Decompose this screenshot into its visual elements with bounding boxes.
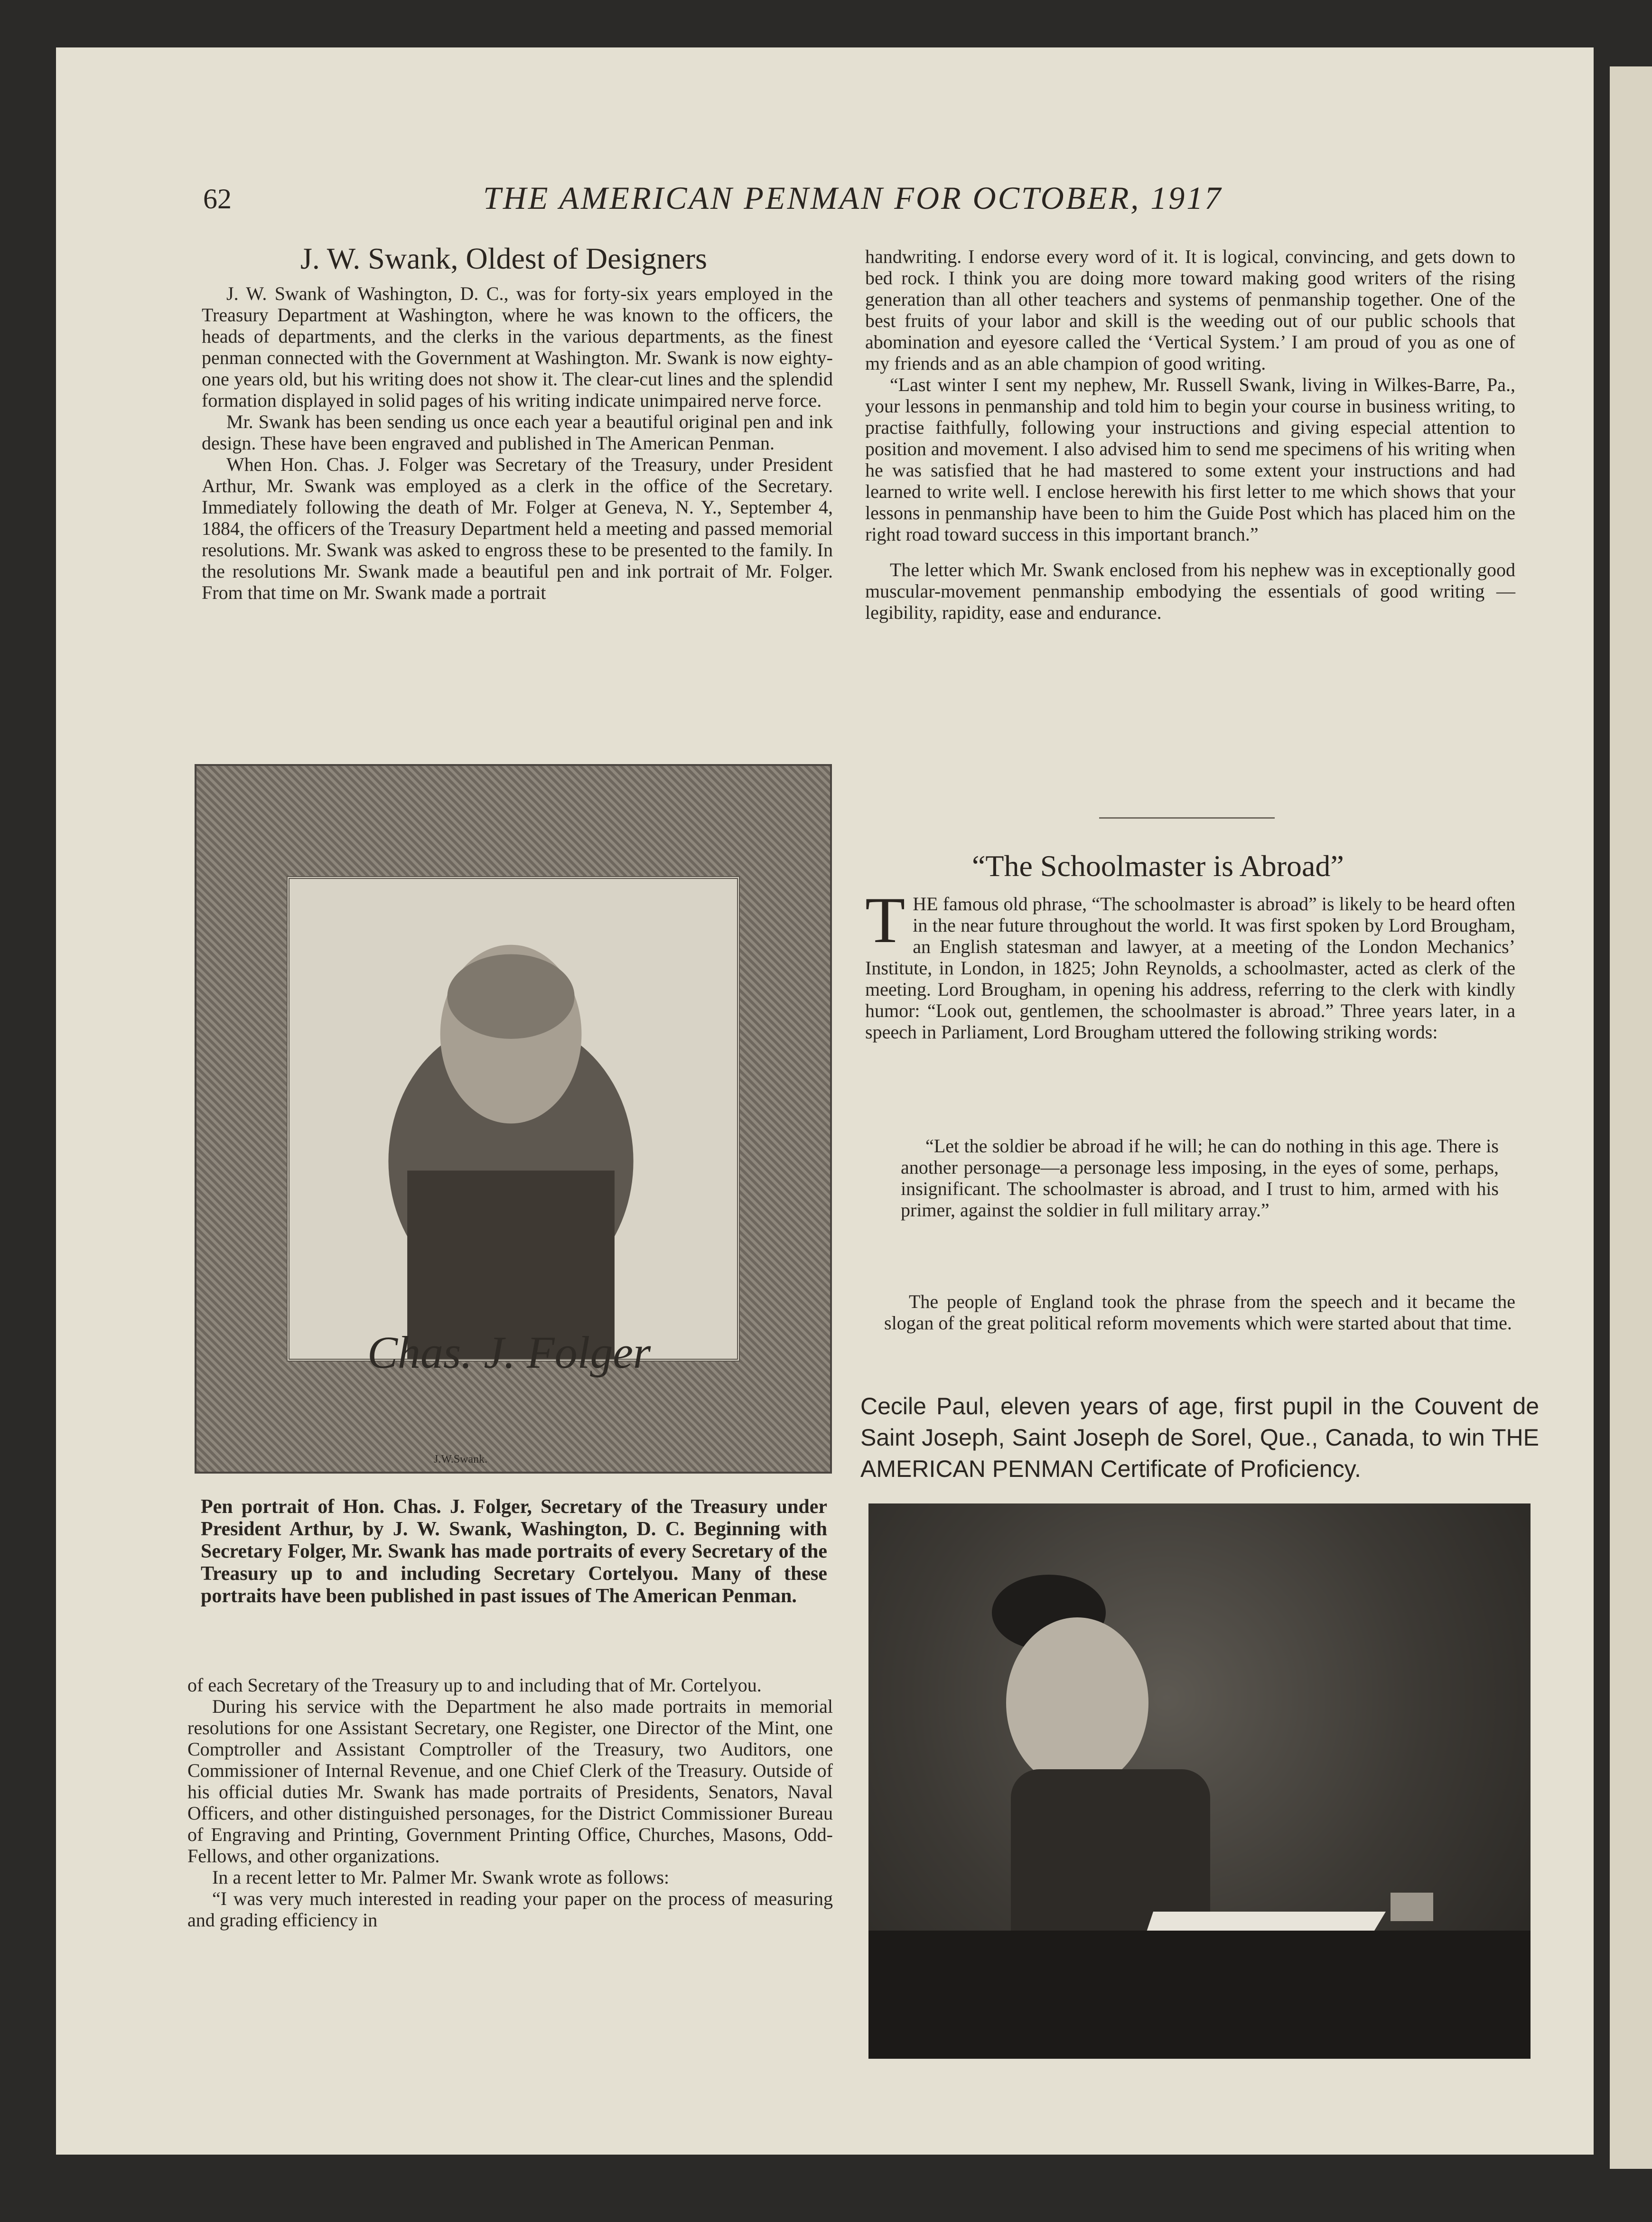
section-divider [1099, 817, 1275, 819]
quote-text: “Let the soldier be abroad if he will; he can do nothing in this age. There is another personage—a personage less imposing, in the eyes of some, perhaps, insignificant. The schoolmaster is abroad, and I trust to him, armed with his primer, against the soldier in full military array.” [901, 1135, 1499, 1221]
paragraph: J. W. Swank of Washington, D. C., was for forty-six years employed in the Treasury Department at Washington, where he was known to the officers, the heads of departments, and the clerks in the various departments, as the finest penman connected with the Government at Washington. Mr. Swank is now eighty-one years old, but his writing does not show it. The clear-cut lines and the splendid formation displayed in solid pages of his writing indicate unimpaired nerve force. [202, 283, 833, 411]
photo-illustration [868, 1503, 1531, 2059]
paragraph: In a recent letter to Mr. Palmer Mr. Swank wrote as follows: [212, 1867, 670, 1888]
magazine-page [56, 47, 1594, 2155]
paragraph: “I was very much interested in reading your paper on the process of measuring and grading efficiency in [187, 1888, 833, 1931]
page-number: 62 [203, 183, 232, 215]
intro-text: HE famous old phrase, “The schoolmaster is abroad” is likely to be heard often in the near future throughout the world. It was first spoken by Lord Brougham, an English statesman and lawyer, at a meeting of the London Mechanics’ Institute, in London, in 1825; John Reynolds, a schoolmaster, acted as clerk of the meeting. Lord Brougham, in opening his address, referring to the clerk with kindly humor: “Look out, gentlemen, the schoolmaster is abroad.” Three years later, in a speech in Parliament, Lord Brougham uttered the following striking words: [865, 893, 1515, 1043]
schoolmaster-closing [884, 1291, 1515, 1334]
paragraph: When Hon. Chas. J. Folger was Secretary of the Treasury, under President Arthur, Mr. Swank was employed as a clerk in the office of the Secretary. Immediately following the death of Mr. Folger at Geneva, N. Y., September 4, 1884, the officers of the Treasury Department held a meeting and passed memorial resolutions. Mr. Swank was asked to engross these to be presented to the family. In the resolutions Mr. Swank made a beautiful pen and ink portrait of Mr. Folger. From that time on Mr. Swank made a portrait [202, 454, 833, 603]
running-header: THE AMERICAN PENMAN FOR OCTOBER, 1917 [483, 180, 1223, 216]
paragraph: handwriting. I endorse every word of it. It is logical, convincing, and gets down to bed rock. I think you are doing more toward making good writers of the rising generation than all other teachers and systems of penmanship together. One of the best fruits of your labor and skill is the weeding out of our public schools that abomination and eyesore called the ‘Vertical System.’ I am proud of you as one of my friends and as an able champion of good writing. [865, 246, 1515, 374]
schoolmaster-intro [865, 884, 1515, 1043]
folger-portrait-frame [195, 764, 832, 1474]
cecile-paul-caption: Cecile Paul, eleven years of age, first pupil in the Couvent de Saint Joseph, Saint Joseph de Sorel, Que., Canada, to win THE AMERICAN PENMAN Certificate of Proficiency. [860, 1393, 1539, 1482]
right-column-top [865, 246, 1515, 623]
adjacent-page-edge [1610, 66, 1652, 2169]
folger-portrait-image [287, 876, 740, 1362]
drop-cap: T [865, 884, 905, 956]
intro-paragraph [865, 884, 1515, 1043]
cecile-paul-photo [868, 1503, 1531, 2059]
paragraph: “Last winter I sent my nephew, Mr. Russell Swank, living in Wilkes-Barre, Pa., your lessons in penmanship and told him to begin your course in business writing, to practise faithfully, following your instructions and giving especial attention to position and movement. I also advised him to send me specimens of his writing when he was satisfied that he had mastered to some extent your instructions and had learned to write well. I enclose herewith his first letter to me which shows that your lessons in penmanship have been to him the Guide Post which has placed him on the right road toward success in this important branch.” [865, 374, 1515, 545]
left-column-top [202, 283, 833, 603]
paragraph: During his service with the Department he also made portraits in memorial resolutions for one Assistant Secretary, one Register, one Director of the Mint, one Comptroller and Assistant Comptroller of the Treasury, two Auditors, one Commissioner of Internal Revenue, and one Chief Clerk of the Treasury. Outside of his official duties Mr. Swank has made portraits of Presidents, Senators, Naval Officers, and other distinguished personages, for the District Commissioner Bureau of Engraving and Printing, Government Printing Office, Churches, Masons, Odd-Fellows, and other organizations. [187, 1696, 833, 1867]
portrait-signature: Chas. J. Folger [367, 1327, 651, 1378]
portrait-credit: J.W.Swank. [434, 1453, 488, 1466]
article-title-swank: J. W. Swank, Oldest of Designers [300, 242, 707, 275]
paragraph: of each Secretary of the Treasury up to and including that of Mr. Cortelyou. [187, 1674, 762, 1696]
article-title-schoolmaster: “The Schoolmaster is Abroad” [972, 849, 1344, 883]
left-column-bottom [187, 1674, 833, 1931]
paragraph: The people of England took the phrase from the speech and it became the slogan of the great political reform movements which were started about that time. [884, 1291, 1515, 1334]
brougham-quote [901, 1135, 1499, 1221]
paragraph: Mr. Swank has been sending us once each year a beautiful original pen and ink design. These have been engraved and published in The American Penman. [202, 411, 833, 454]
paragraph: The letter which Mr. Swank enclosed from his nephew was in exceptionally good muscular-movement penmanship embodying the essentials of good writing —legibility, rapidity, ease and endurance. [865, 559, 1515, 623]
portrait-illustration [289, 879, 737, 1359]
portrait-caption: Pen portrait of Hon. Chas. J. Folger, Secretary of the Treasury under President Arthur, by J. W. Swank, Washington, D. C. Beginning with Secretary Folger, Mr. Swank has made portraits of every Secretary of the Treasury up to and including Secretary Cortelyou. Many of these portraits have been published in past issues of The American Penman. [201, 1496, 827, 1607]
